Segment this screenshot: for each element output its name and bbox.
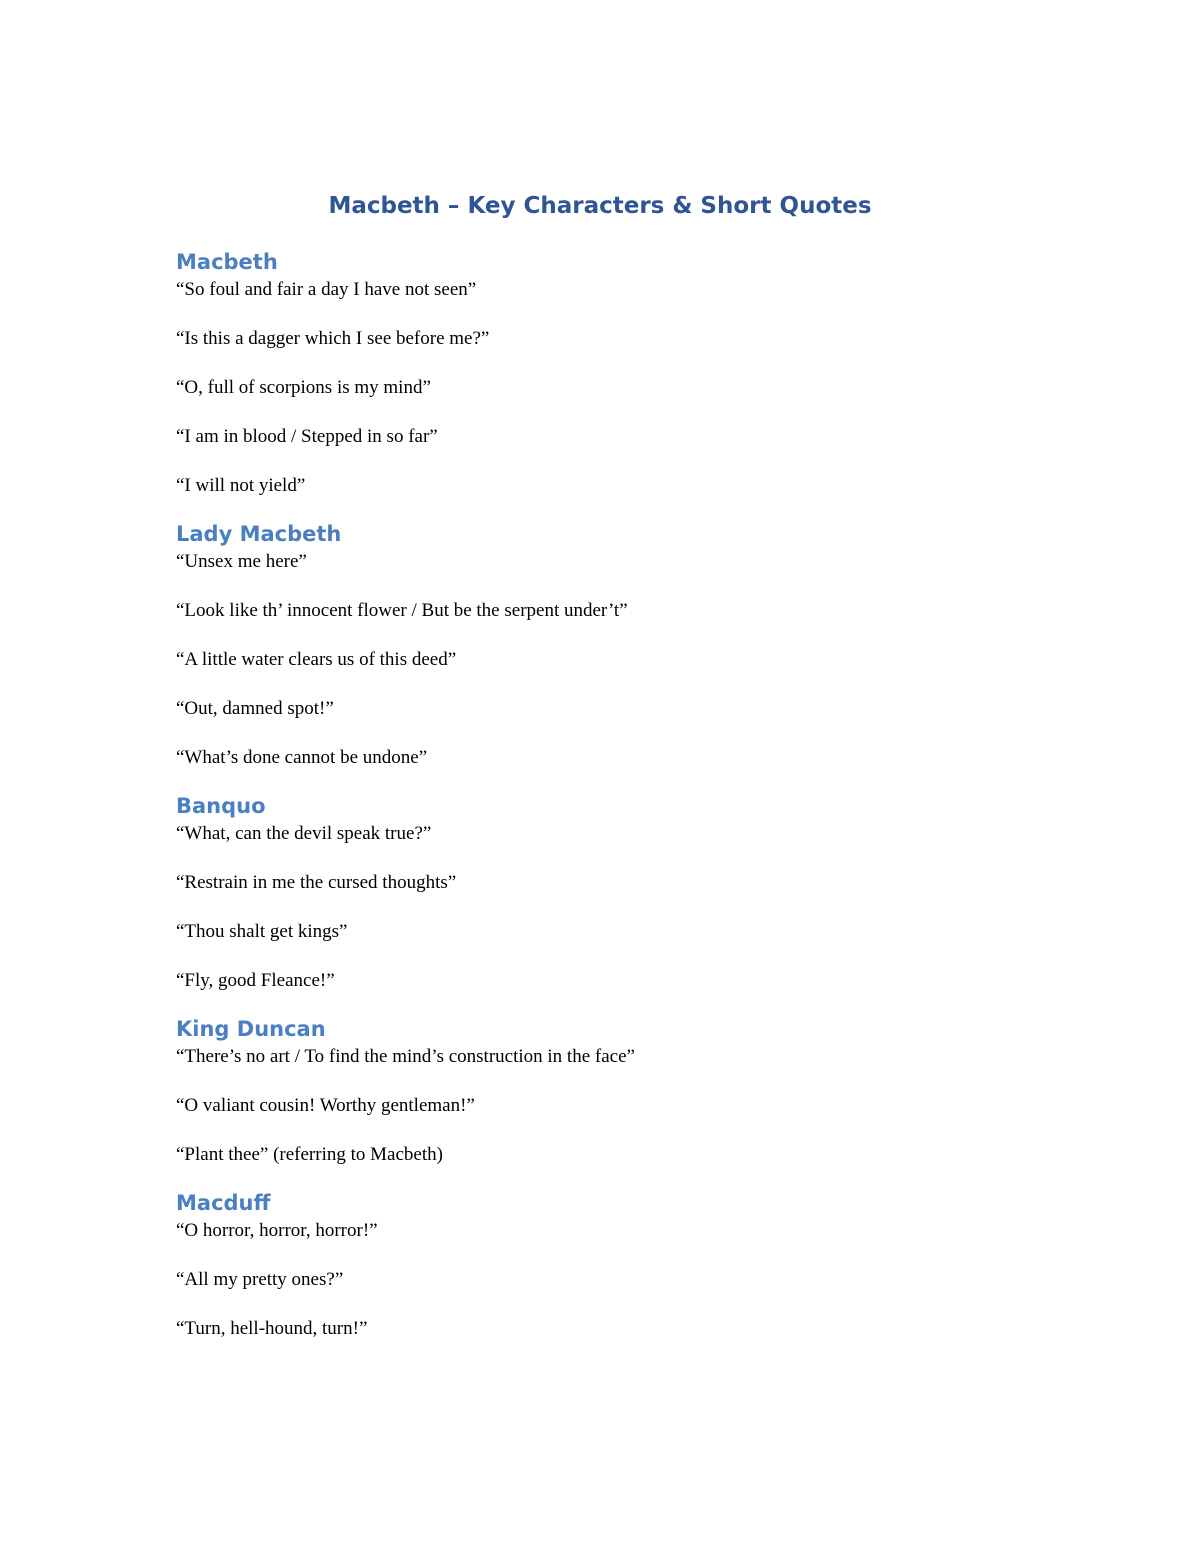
quote-line: “O, full of scorpions is my mind” — [176, 377, 431, 398]
quote-line: “Is this a dagger which I see before me?” — [176, 328, 490, 349]
section-banquo — [176, 790, 1076, 993]
section-heading: Macbeth — [176, 250, 278, 274]
document-title: Macbeth – Key Characters & Short Quotes — [328, 193, 872, 219]
quote-line: “I am in blood / Stepped in so far” — [176, 426, 438, 447]
section-heading: Macduff — [176, 1191, 271, 1215]
quote-line: “Look like th’ innocent flower / But be the serpent under’t” — [176, 600, 628, 621]
document-body — [176, 246, 1076, 1361]
quote-line: “I will not yield” — [176, 475, 306, 496]
section-heading: Lady Macbeth — [176, 522, 342, 546]
quote-line: “Out, damned spot!” — [176, 698, 334, 719]
section-king-duncan — [176, 1013, 1076, 1167]
quote-line: “So foul and fair a day I have not seen” — [176, 279, 477, 300]
section-heading: King Duncan — [176, 1017, 326, 1041]
quote-line: “Turn, hell-hound, turn!” — [176, 1318, 368, 1339]
section-macduff — [176, 1187, 1076, 1341]
quote-line: “What’s done cannot be undone” — [176, 747, 428, 768]
quote-line: “Unsex me here” — [176, 551, 307, 572]
quote-line: “O valiant cousin! Worthy gentleman!” — [176, 1095, 475, 1116]
quote-line: “Fly, good Fleance!” — [176, 970, 335, 991]
quote-line: “Thou shalt get kings” — [176, 921, 348, 942]
section-lady-macbeth — [176, 518, 1076, 770]
quote-line: “O horror, horror, horror!” — [176, 1220, 378, 1241]
quote-line: “Restrain in me the cursed thoughts” — [176, 872, 457, 893]
quote-line: “All my pretty ones?” — [176, 1269, 344, 1290]
quote-line: “There’s no art / To find the mind’s construction in the face” — [176, 1046, 635, 1067]
section-heading: Banquo — [176, 794, 266, 818]
quote-line: “A little water clears us of this deed” — [176, 649, 457, 670]
quote-line: “Plant thee” (referring to Macbeth) — [176, 1144, 443, 1165]
quote-line: “What, can the devil speak true?” — [176, 823, 432, 844]
section-macbeth — [176, 246, 1076, 498]
